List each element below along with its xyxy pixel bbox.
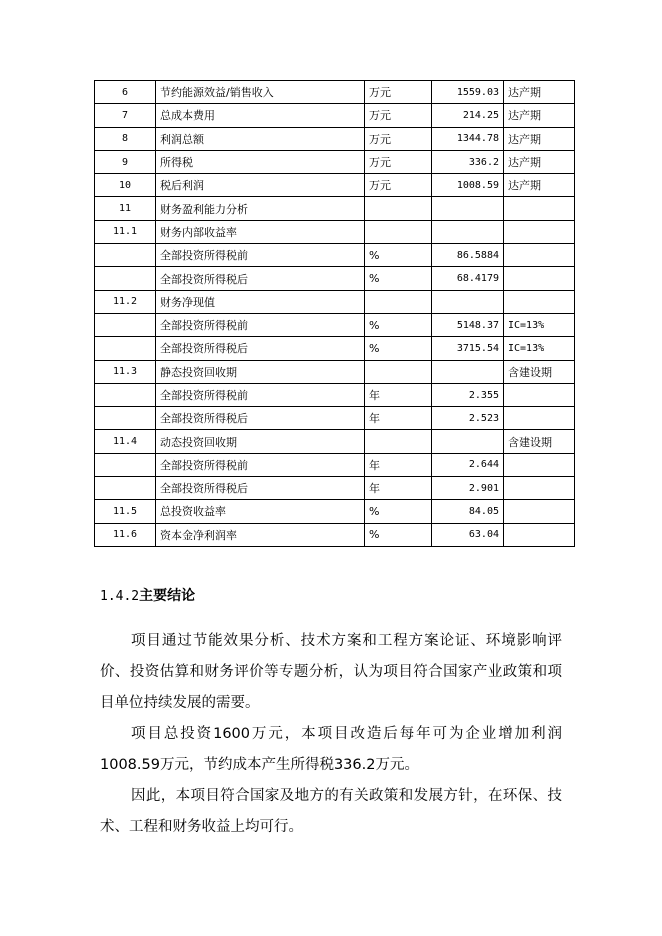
row-number: 7: [95, 104, 156, 127]
row-unit: 万元: [365, 174, 432, 197]
row-unit: %: [365, 267, 432, 290]
section-number: 1.4.2: [100, 589, 140, 604]
row-name: 财务盈利能力分析: [156, 197, 365, 220]
row-note: 达产期: [504, 104, 575, 127]
row-value: 86.5884: [432, 244, 504, 267]
row-unit: %: [365, 337, 432, 360]
row-value: 1559.03: [432, 81, 504, 104]
row-value: [432, 290, 504, 313]
row-note: [504, 383, 575, 406]
row-note: [504, 523, 575, 546]
row-note: [504, 500, 575, 523]
table-row: [95, 244, 575, 267]
row-value: 63.04: [432, 523, 504, 546]
row-name: 利润总额: [156, 127, 365, 150]
table-row: [95, 197, 575, 220]
row-name: 全部投资所得税后: [156, 337, 365, 360]
row-name: 全部投资所得税前: [156, 244, 365, 267]
paragraph-3: 因此，本项目符合国家及地方的有关政策和发展方针，在环保、技术、工程和财务收益上均可行。: [100, 788, 562, 835]
table-row: [95, 523, 575, 546]
row-number: [95, 313, 156, 336]
row-unit: %: [365, 500, 432, 523]
row-unit: 年: [365, 383, 432, 406]
row-note: [504, 477, 575, 500]
row-note: IC=13%: [504, 313, 575, 336]
row-unit: [365, 290, 432, 313]
table-row: [95, 360, 575, 383]
table-row: [95, 81, 575, 104]
row-value: 2.355: [432, 383, 504, 406]
row-number: [95, 453, 156, 476]
row-value: [432, 430, 504, 453]
row-value: [432, 360, 504, 383]
financial-indicator-table: [94, 80, 575, 547]
row-value: 84.05: [432, 500, 504, 523]
row-unit: [365, 197, 432, 220]
row-unit: 年: [365, 477, 432, 500]
row-name: 动态投资回收期: [156, 430, 365, 453]
table-row: [95, 174, 575, 197]
row-unit: 万元: [365, 81, 432, 104]
row-value: 336.2: [432, 150, 504, 173]
row-number: [95, 337, 156, 360]
row-unit: %: [365, 313, 432, 336]
row-name: 全部投资所得税前: [156, 453, 365, 476]
row-note: 达产期: [504, 174, 575, 197]
row-value: [432, 220, 504, 243]
table-row: [95, 267, 575, 290]
row-value: 68.4179: [432, 267, 504, 290]
row-note: [504, 220, 575, 243]
row-name: 节约能源效益/销售收入: [156, 81, 365, 104]
row-value: [432, 197, 504, 220]
row-number: 11.4: [95, 430, 156, 453]
row-unit: [365, 220, 432, 243]
row-name: 全部投资所得税后: [156, 267, 365, 290]
row-name: 财务内部收益率: [156, 220, 365, 243]
section-title: 主要结论: [139, 588, 196, 604]
row-unit: [365, 430, 432, 453]
row-number: 6: [95, 81, 156, 104]
table-body: [95, 81, 575, 547]
row-name: 税后利润: [156, 174, 365, 197]
row-number: 8: [95, 127, 156, 150]
table-row: [95, 430, 575, 453]
row-number: [95, 267, 156, 290]
row-number: 11.1: [95, 220, 156, 243]
row-unit: [365, 360, 432, 383]
row-number: 10: [95, 174, 156, 197]
row-note: [504, 244, 575, 267]
row-value: 1008.59: [432, 174, 504, 197]
table-row: [95, 337, 575, 360]
row-name: 资本金净利润率: [156, 523, 365, 546]
row-name: 全部投资所得税后: [156, 407, 365, 430]
table-row: [95, 104, 575, 127]
row-name: 静态投资回收期: [156, 360, 365, 383]
row-unit: 万元: [365, 127, 432, 150]
row-number: [95, 477, 156, 500]
row-name: 全部投资所得税后: [156, 477, 365, 500]
row-value: 2.644: [432, 453, 504, 476]
row-name: 全部投资所得税前: [156, 383, 365, 406]
row-value: 214.25: [432, 104, 504, 127]
row-unit: 年: [365, 407, 432, 430]
row-unit: %: [365, 523, 432, 546]
row-note: [504, 197, 575, 220]
row-unit: 万元: [365, 104, 432, 127]
row-note: IC=13%: [504, 337, 575, 360]
row-unit: 万元: [365, 150, 432, 173]
row-note: 达产期: [504, 81, 575, 104]
row-value: 1344.78: [432, 127, 504, 150]
paragraph-2: 项目总投资1600万元，本项目改造后每年可为企业增加利润1008.59万元，节约成本产生所得税336.2万元。: [100, 726, 562, 773]
row-name: 总成本费用: [156, 104, 365, 127]
table-row: [95, 407, 575, 430]
row-value: 2.523: [432, 407, 504, 430]
row-unit: %: [365, 244, 432, 267]
row-number: [95, 407, 156, 430]
row-number: 11.5: [95, 500, 156, 523]
table-row: [95, 290, 575, 313]
row-note: [504, 453, 575, 476]
row-value: 3715.54: [432, 337, 504, 360]
row-unit: 年: [365, 453, 432, 476]
table-row: [95, 127, 575, 150]
table-row: [95, 220, 575, 243]
row-number: 11.6: [95, 523, 156, 546]
row-note: 含建设期: [504, 360, 575, 383]
row-number: 9: [95, 150, 156, 173]
row-name: 财务净现值: [156, 290, 365, 313]
table-row: [95, 383, 575, 406]
section-heading: [100, 585, 195, 605]
row-number: [95, 244, 156, 267]
row-number: 11.3: [95, 360, 156, 383]
row-number: 11: [95, 197, 156, 220]
row-note: 达产期: [504, 127, 575, 150]
table-row: [95, 150, 575, 173]
row-note: [504, 267, 575, 290]
row-name: 所得税: [156, 150, 365, 173]
paragraph-1: 项目通过节能效果分析、技术方案和工程方案论证、环境影响评价、投资估算和财务评价等专题分析，认为项目符合国家产业政策和项目单位持续发展的需要。: [100, 633, 562, 711]
row-note: [504, 407, 575, 430]
row-note: 达产期: [504, 150, 575, 173]
row-note: [504, 290, 575, 313]
row-note: 含建设期: [504, 430, 575, 453]
table-row: [95, 313, 575, 336]
row-value: 2.901: [432, 477, 504, 500]
row-name: 总投资收益率: [156, 500, 365, 523]
table-row: [95, 477, 575, 500]
table-row: [95, 500, 575, 523]
row-name: 全部投资所得税前: [156, 313, 365, 336]
row-number: [95, 383, 156, 406]
row-number: 11.2: [95, 290, 156, 313]
table-row: [95, 453, 575, 476]
row-value: 5148.37: [432, 313, 504, 336]
